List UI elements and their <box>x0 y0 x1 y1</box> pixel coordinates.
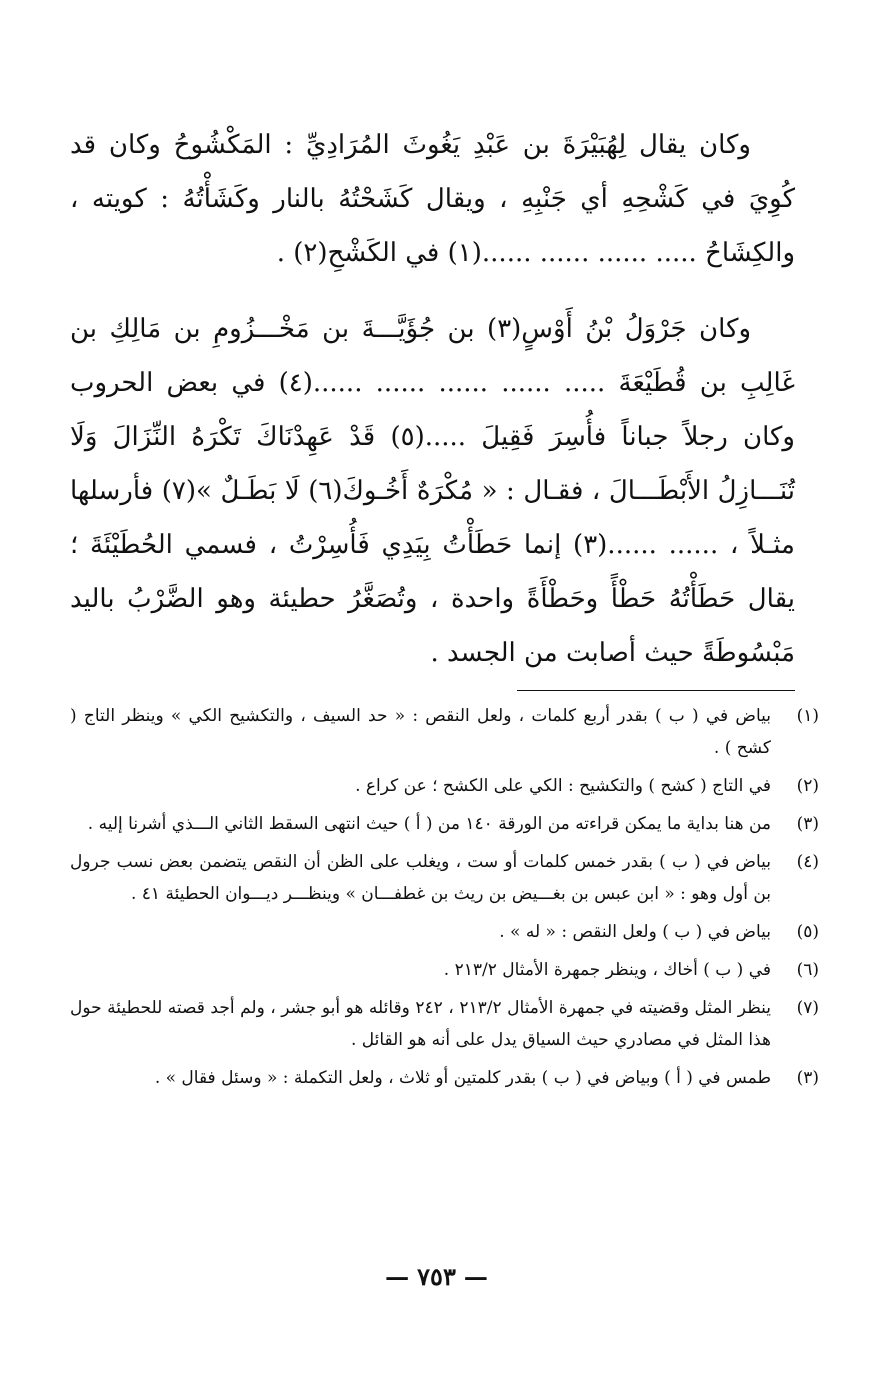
footnote-item <box>70 770 819 802</box>
footnote-text: ينظر المثل وقضيته في جمهرة الأمثال ٢١٣/٢ ، ٢٤٢ وقائله هو أبو جشر ، ولم أجد قصته للحطيئة حول هذا المثل في مصادري حيث السياق يدل على أنه هو القائل . <box>70 998 771 1050</box>
footnote-number: (٢) <box>796 776 819 796</box>
page-number <box>0 1262 873 1291</box>
footnote-item <box>70 700 819 764</box>
footnote-number: (٦) <box>796 960 819 980</box>
footnote-number: (٥) <box>796 922 819 942</box>
footnote-text: من هنا بداية ما يمكن قراءته من الورقة ١٤٠ من ( أ ) حيث انتهى السقط الثاني الـــذي أشرنا إليه . <box>87 814 771 834</box>
page-number-dash: — <box>463 1262 488 1291</box>
footnote-item <box>70 992 819 1056</box>
footnote-number: (٣) <box>796 814 819 834</box>
footnote-text: في التاج ( كشح ) والتكشيح : الكي على الكشح ؛ عن كراع . <box>355 776 771 796</box>
footnote-separator <box>517 690 795 691</box>
footnote-item <box>70 954 819 986</box>
footnote-number: (٣) <box>796 1068 819 1088</box>
footnote-text: طمس في ( أ ) وبياض في ( ب ) بقدر كلمتين أو ثلاث ، ولعل التكملة : « وسئل فقال » . <box>154 1068 771 1088</box>
main-text <box>70 118 795 680</box>
footnote-number: (٤) <box>796 852 819 872</box>
page-number-dash: — <box>385 1262 410 1291</box>
footnote-item <box>70 916 819 948</box>
page-number-value: ٧٥٣ <box>417 1262 456 1291</box>
footnote-item <box>70 1062 819 1094</box>
paragraph-hubayra: وكان يقال لِهُبَيْرَةَ بن عَبْدِ يَغُوثَ المُرَادِيِّ : المَكْشُوحُ وكان قد كُوِيَ في كَشْحِهِ أي جَنْبِهِ ، ويقال كَشَحْتُهُ بالنار وكَشَأْتُهُ : كويته ، والكِشَاحُ ..... ...... ...... ......(١) في الكَشْحِ(٢) . <box>70 130 795 268</box>
footnote-text: في ( ب ) أخاك ، وينظر جمهرة الأمثال ٢١٣/٢ . <box>443 960 771 980</box>
paragraph-jarwal: وكان جَرْوَلُ بْنُ أَوْسٍ(٣) بن جُؤَيَّـــةَ بن مَخْـــزُومِ بن مَالِكِ بن غَالِبِ بن قُطَيْعَةَ ..... ...... ...... ...... ......(٤) في بعض الحروب وكان رجلاً جباناً فأُسِرَ فَقِيلَ .....(٥) قَدْ عَهِدْنَاكَ تَكْرَهُ النِّزَالَ وَلَا تُنَـــازِلُ الأَبْطَـــالَ ، فقـال : « مُكْرَهٌ أَخُـوكَ(٦) لَا بَطَـلٌ »(٧) فأرسلها مثـلاً ، ...... ......(٣) إنما حَطَأْتُ بِيَدِي فَأُسِرْتُ ، فسمي الحُطَيْئَةَ ؛ يقال حَطَأْتُهُ حَطْأً وحَطْأَةً واحدة ، وتُصَغَّرُ حطيئة وهو الضَّرْبُ باليد مَبْسُوطَةً حيث أصابت من الجسد . <box>70 314 795 668</box>
footnote-text: بياض في ( ب ) بقدر أربع كلمات ، ولعل النقص : « حد السيف ، والتكشيح الكي » وينظر التاج ( كشح ) . <box>70 706 771 758</box>
footnote-number: (٧) <box>796 998 819 1018</box>
footnotes <box>70 700 819 1100</box>
footnote-text: بياض في ( ب ) ولعل النقص : « له » . <box>499 922 771 942</box>
footnote-item <box>70 808 819 840</box>
footnote-number: (١) <box>796 706 819 726</box>
footnote-text: بياض في ( ب ) بقدر خمس كلمات أو ست ، ويغلب على الظن أن النقص يتضمن بعض نسب جرول بن أول وهو : « ابن عبس بن بغـــيض بن ريث بن غطفـــان » وينظـــر ديـــوان الحطيئة ٤١ . <box>70 852 771 904</box>
footnote-item <box>70 846 819 910</box>
